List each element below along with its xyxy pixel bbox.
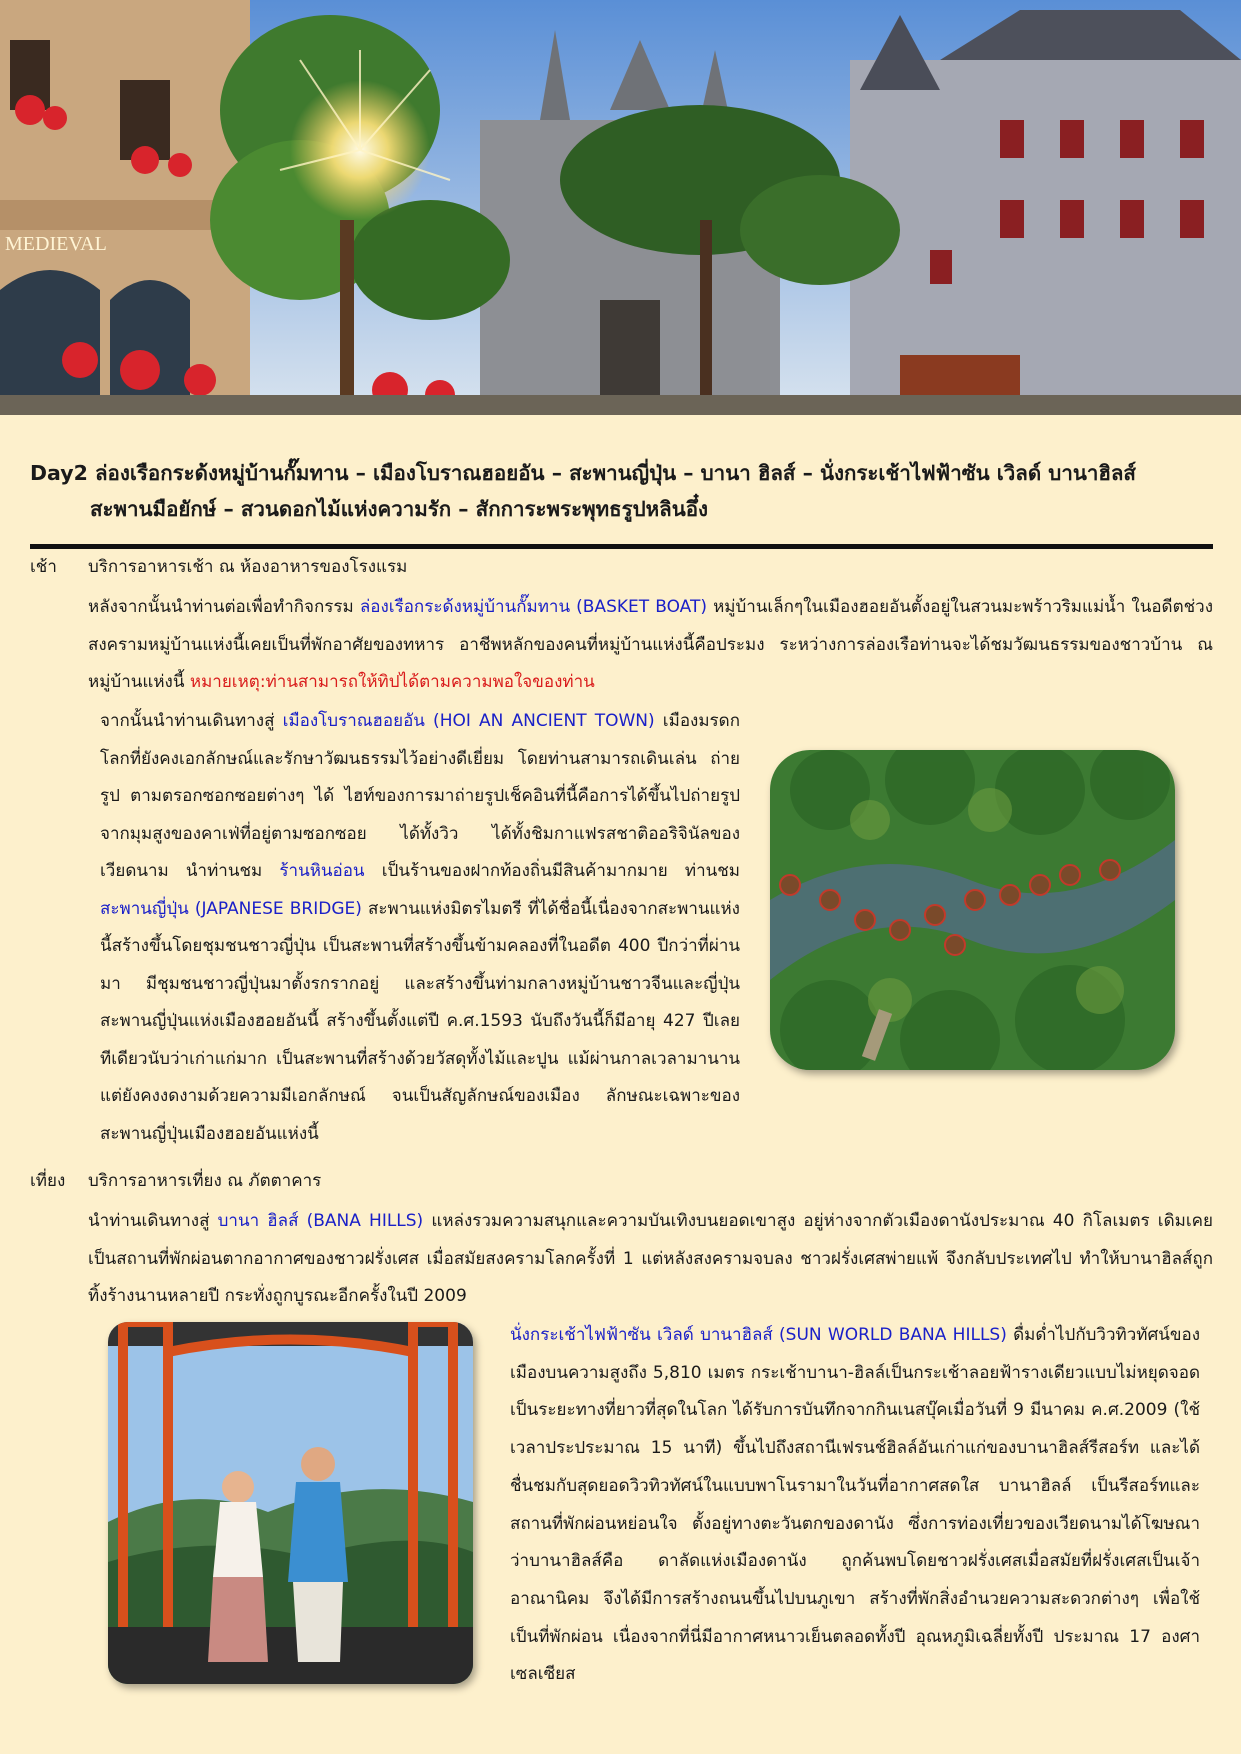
morning-label: เช้า [30,557,57,577]
day-title [30,455,1220,527]
basket-boat-body: หมู่บ้านเล็กๆในเมืองฮอยอันตั้งอยู่ในสวนมะพร้าวริมแม่น้ำ ในอดีตช่วงสงครามหมู่บ้านแห่งนี้เคยเป็นที่พักอาศัยของทหาร อาชีพหลักของคนที่หมู่บ้านแห่งนี้คือประมง ระหว่างการล่องเรือท่านจะได้ชมวัฒนธรรมของชาวบ้าน ณ หมู่บ้านแห่งนี้ [88,597,1213,692]
cable-car-body: ดื่มด่ำไปกับวิวทิวทัศน์ของเมืองบนความสูงถึง 5,810 เมตร กระเช้าบานา-ฮิลล์เป็นกระเช้าลอยฟ้ารางเดียวแบบไม่หยุดจอดเป็นระยะทางที่ยาวที่สุดในโลก ได้รับการบันทึกจากกินเนสบุ๊คเมื่อวันที่ 9 มีนาคม ค.ศ.2009 (ใช้เวลาประประมาณ 15 นาที) ขึ้นไปถึงสถานีเฟรนช์ฮิลล์อันเก่าแก่ของบานาฮิลส์รีสอร์ท และได้ชื่นชมกับสุดยอดวิวทิวทัศน์ในแบบพาโนรามาในวันที่อากาศสดใส บานาฮิลล์ เป็นรีสอร์ทและสถานที่พักผ่อนหย่อนใจ ตั้งอยู่ทางตะวันตกของดานัง ซึ่งการท่องเที่ยวของเวียดนามได้โฆษณาว่าบานาฮิลส์คือ ดาลัดแห่งเมืองดานัง ถูกค้นพบโดยชาวฝรั่งเศสเมื่อสมัยที่ฝรั่งเศสเป็นเจ้าอาณานิคม จึงได้มีการสร้างถนนขึ้นไปบนภูเขา สร้างที่พักสิ่งอำนวยความสะดวกต่างๆ เพื่อใช้เป็นที่พักผ่อน เนื่องจากที่นี่มีอากาศหนาวเย็นตลอดทั้งปี อุณหภูมิเฉลี่ยทั้งปี ประมาณ 17 องศาเซลเซียส [510,1325,1200,1685]
japanese-bridge-body: สะพานแห่งมิตรไมตรี ที่ได้ชื่อนี้เนื่องจากสะพานแห่งนี้สร้างขึ้นโดยชุมชนชาวญี่ปุ่น เป็นสะพานที่สร้างขึ้นข้ามคลองที่ในอดีต 400 ปีกว่าที่ผ่านมา มีชุมชนชาวญี่ปุ่นมาตั้งรกรากอยู่ และสร้างขึ้นท่ามกลางหมู่บ้านชาวจีนและญี่ปุ่น สะพานญี่ปุ่นแห่งเมืองฮอยอันนี้ สร้างขึ้นตั้งแต่ปี ค.ศ.1593 นับถึงวันนี้ก็มีอายุ 427 ปีเลยทีเดียวนับว่าเก่าแก่มาก เป็นสะพานที่สร้างด้วยวัสดุทั้งไม้และปูน แม้ผ่านกาลเวลามานานแต่ยังคงงดงามด้วยความมีเอกลักษณ์ จนเป็นสัญลักษณ์ของเมือง ลักษณะเฉพาะของสะพานญี่ปุ่นเมืองฮอยอันแห่งนี้ [100,898,740,1144]
title-divider [30,544,1213,549]
basket-boat-intro: หลังจากนั้นนำท่านต่อเพื่อทำกิจกรรม [88,597,360,617]
tip-note: หมายเหตุ:ท่านสามารถให้ทิปได้ตามความพอใจของท่าน [189,672,595,692]
marble-shop-highlight: ร้านหินอ่อน [279,861,365,881]
cable-car-paragraph [510,1317,1200,1694]
sun-world-highlight: นั่งกระเช้าไฟฟ้าซัน เวิลด์ บานาฮิลส์ (SUN WORLD BANA HILLS) [510,1325,1007,1345]
basket-boat-paragraph [88,589,1213,702]
hoian-highlight: เมืองโบราณฮอยอัน (HOI AN ANCIENT TOWN) [282,711,655,731]
noon-label: เที่ยง [30,1171,66,1191]
bana-body: แหล่งรวมความสนุกและความบันเทิงบนยอดเขาสูง อยู่ห่างจากตัวเมืองดานังประมาณ 40 กิโลเมตร เดิมเคยเป็นสถานที่พักผ่อนตากอากาศของชาวฝรั่งเศส เมื่อสมัยสงครามโลกครั้งที่ 1 แต่หลังสงครามจบลง ชาวฝรั่งเศสพ่ายแพ้ จึงกลับประเทศไป ทำให้บานาฮิลส์ถูกทิ้งร้างนานหลายปี กระทั่งถูกบูรณะอีกครั้งในปี 2009 [88,1211,1213,1306]
hero-castle-photo [0,0,1241,415]
svg-text:MEDIEVAL: MEDIEVAL [5,233,107,255]
day-title-line1: Day2 ล่องเรือกระด้งหมู่บ้านกั๊มทาน – เมืองโบราณฮอยอัน – สะพานญี่ปุ่น – บานา ฮิลส์ – นั่งกระเช้าไฟฟ้าซัน เวิลด์ บานาฮิลส์ [30,461,1136,485]
hoian-body-2: เป็นร้านของฝากท้องถิ่นมีสินค้ามากมาย ท่านชม [364,861,741,881]
bana-intro: นำท่านเดินทางสู่ [88,1211,218,1231]
bana-hills-paragraph [88,1203,1213,1316]
day-title-line2: สะพานมือยักษ์ – สวนดอกไม้แห่งความรัก – สักการะพระพุทธรูปหลินอึ๋ง [90,497,709,521]
breakfast-text: บริการอาหารเช้า ณ ห้องอาหารของโรงแรม [88,557,408,577]
hoian-body: เมืองมรดกโลกที่ยังคงเอกลักษณ์และรักษาวัฒนธรรมไว้อย่างดีเยี่ยม โดยท่านสามารถเดินเล่น ถ่ายรูป ตามตรอกซอกซอยต่างๆ ได้ ไฮท์ของการมาถ่ายรูปเช็คอินที่นี้คือการได้ขึ้นไปถ่ายรูปจากมุมสูงของคาเฟ่ที่อยู่ตามซอกซอย ได้ทั้งวิว ได้ทั้งชิมกาแฟรสชาติออริจินัลของเวียดนาม นำท่านชม [100,711,740,881]
lunch-text: บริการอาหารเที่ยง ณ ภัตตาคาร [88,1171,322,1191]
basket-boat-aerial-photo [770,750,1175,1070]
basket-boat-highlight: ล่องเรือกระด้งหมู่บ้านกั๊มทาน (BASKET BOAT) [359,597,707,617]
hoian-intro: จากนั้นนำท่านเดินทางสู่ [100,711,283,731]
hoian-paragraph [100,703,740,1153]
bana-hills-highlight: บานา ฮิลส์ (BANA HILLS) [217,1211,424,1231]
japanese-bridge-highlight: สะพานญี่ปุ่น (JAPANESE BRIDGE) [100,898,362,919]
cable-car-couple-photo [108,1322,473,1684]
